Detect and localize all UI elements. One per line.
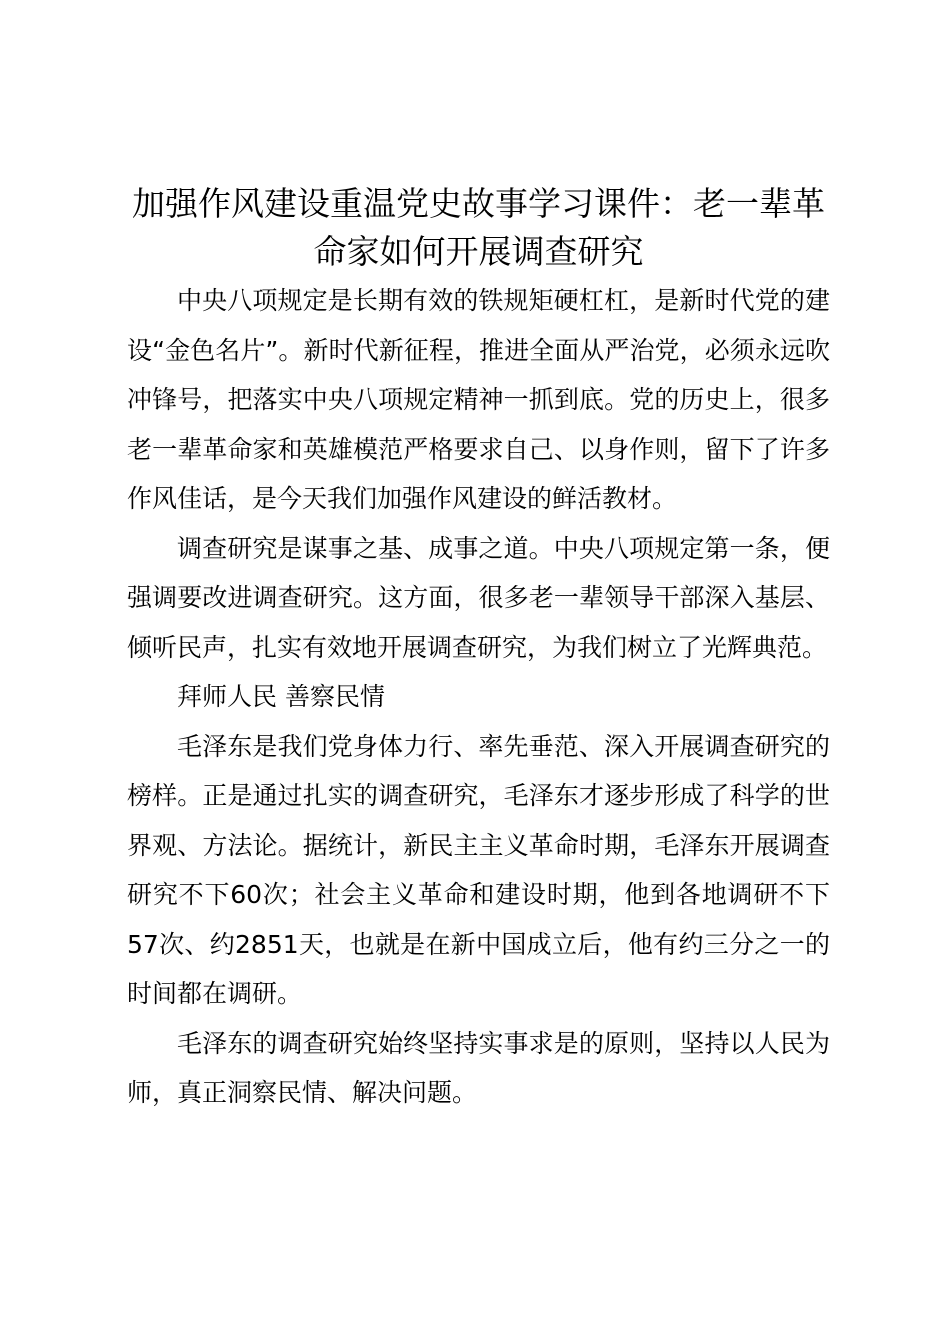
section-heading: 拜师人民 善察民情 bbox=[177, 682, 385, 711]
paragraph: 毛泽东是我们党身体力行、率先垂范、深入开展调查研究的榜样。正是通过扎实的调查研究，毛泽东才逐步形成了科学的世界观、方法论。据统计，新民主主义革命时期，毛泽东开展调查研究不下60次；社会主义革命和建设时期，他到各地调研不下57次、约2851天，也就是在新中国成立后，他有约三分之一的时间都在调研。 bbox=[127, 731, 830, 1008]
document-title: 加强作风建设重温党史故事学习课件：老一辈革命家如何开展调查研究 bbox=[132, 184, 825, 271]
paragraph: 毛泽东的调查研究始终坚持实事求是的原则，坚持以人民为师，真正洞察民情、解决问题。 bbox=[127, 1028, 830, 1107]
paragraph: 调查研究是谋事之基、成事之道。中央八项规定第一条，便强调要改进调查研究。这方面，很多老一辈领导干部深入基层、倾听民声，扎实有效地开展调查研究，为我们树立了光辉典范。 bbox=[127, 533, 830, 662]
document-page bbox=[127, 180, 830, 1118]
paragraph: 中央八项规定是长期有效的铁规矩硬杠杠，是新时代党的建设“金色名片”。新时代新征程，推进全面从严治党，必须永远吹冲锋号，把落实中央八项规定精神一抓到底。党的历史上，很多老一辈革命家和英雄模范严格要求自己、以身作则，留下了许多作风佳话，是今天我们加强作风建设的鲜活教材。 bbox=[127, 286, 830, 513]
